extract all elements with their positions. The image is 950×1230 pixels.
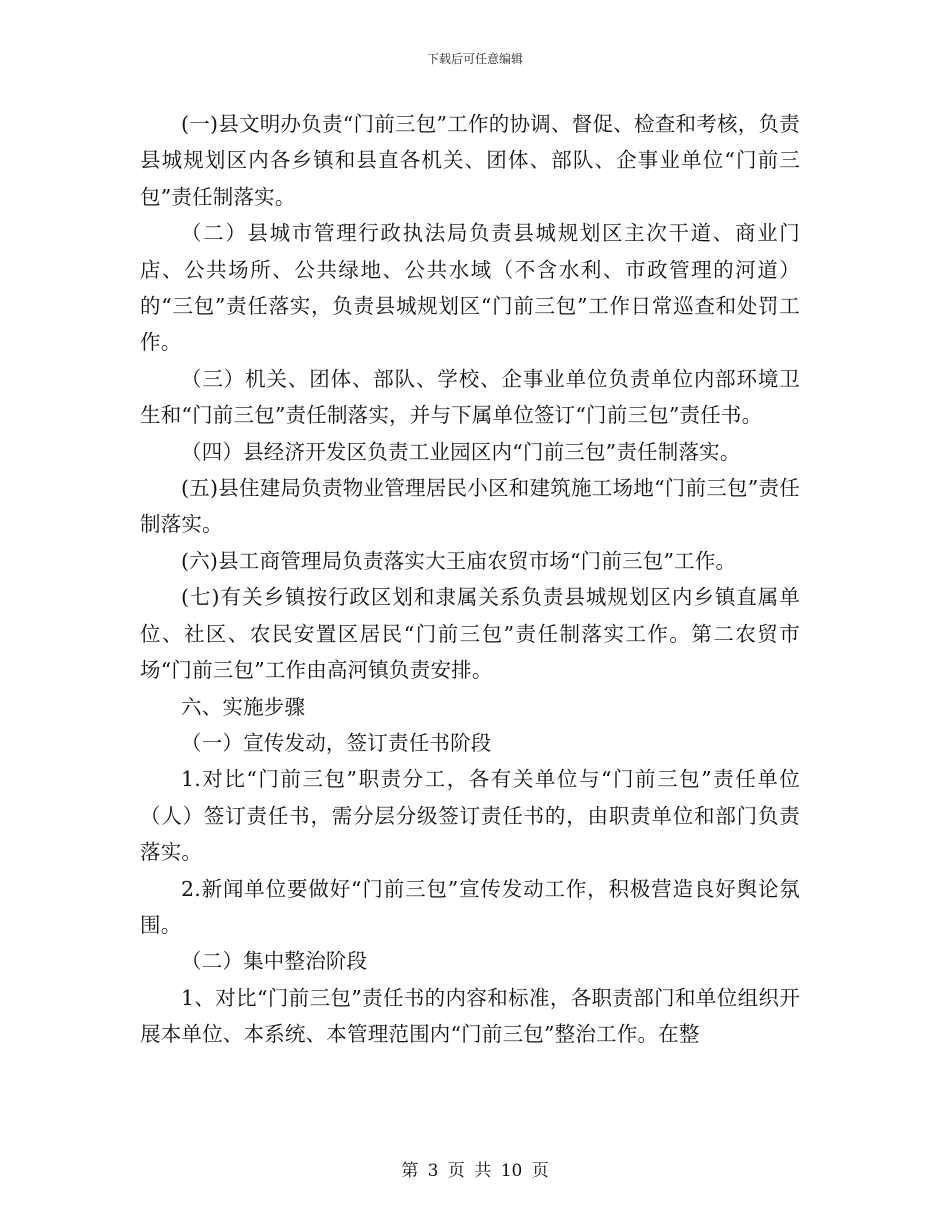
paragraph-townships: (七)有关乡镇按行政区划和隶属关系负责县城规划区内乡镇直属单位、社区、农民安置区居民“门前三包”责任制落实工作。第二农贸市场“门前三包”工作由高河镇负责安排。 <box>140 585 800 683</box>
paragraph-county-civilization-office: (一)县文明办负责“门前三包”工作的协调、督促、检查和考核，负责县城规划区内各乡镇和县直各机关、团体、部队、企事业单位“门前三包”责任制落实。 <box>140 112 800 209</box>
paragraph-urban-management-bureau: （二）县城市管理行政执法局负责县城规划区主次干道、商业门店、公共场所、公共绿地、公共水域（不含水利、市政管理的河道）的“三包”责任落实，负责县城规划区“门前三包”工作日常巡查和处罚工作。 <box>140 221 800 355</box>
subheading-publicity-stage: （一）宣传发动，签订责任书阶段 <box>181 730 492 755</box>
page-footer-page-number: 第 3 页 共 10 页 <box>401 1161 549 1181</box>
paragraph-rectification-step-1: 1、对比“门前三包”责任书的内容和标准，各职责部门和单位组织开展本单位、本系统、本管理范围内“门前三包”整治工作。在整 <box>140 985 800 1047</box>
paragraph-step-1-sign-responsibility: 1.对比“门前三包”职责分工，各有关单位与“门前三包”责任单位（人）签订责任书，需分层分级签订责任书的，由职责单位和部门负责落实。 <box>140 767 800 865</box>
paragraph-step-2-news-units: 2.新闻单位要做好“门前三包”宣传发动工作，积极营造良好舆论氛围。 <box>140 876 800 937</box>
paragraph-housing-construction-bureau: (五)县住建局负责物业管理居民小区和建筑施工场地“门前三包”责任制落实。 <box>140 476 800 537</box>
paragraph-agencies-units: （三）机关、团体、部队、学校、企事业单位负责单位内部环境卫生和“门前三包”责任制落实，并与下属单位签订“门前三包”责任书。 <box>140 366 800 428</box>
document-body <box>140 106 800 1053</box>
paragraph-economic-development-zone: （四）县经济开发区负责工业园区内“门前三包”责任制落实。 <box>181 439 741 464</box>
paragraph-industry-commerce-bureau: (六)县工商管理局负责落实大王庙农贸市场“门前三包”工作。 <box>181 548 737 573</box>
page-header: 下载后可任意编辑 <box>426 52 523 66</box>
subheading-rectification-stage: （二）集中整治阶段 <box>181 949 368 974</box>
section-heading-implementation-steps: 六、实施步骤 <box>181 694 306 719</box>
